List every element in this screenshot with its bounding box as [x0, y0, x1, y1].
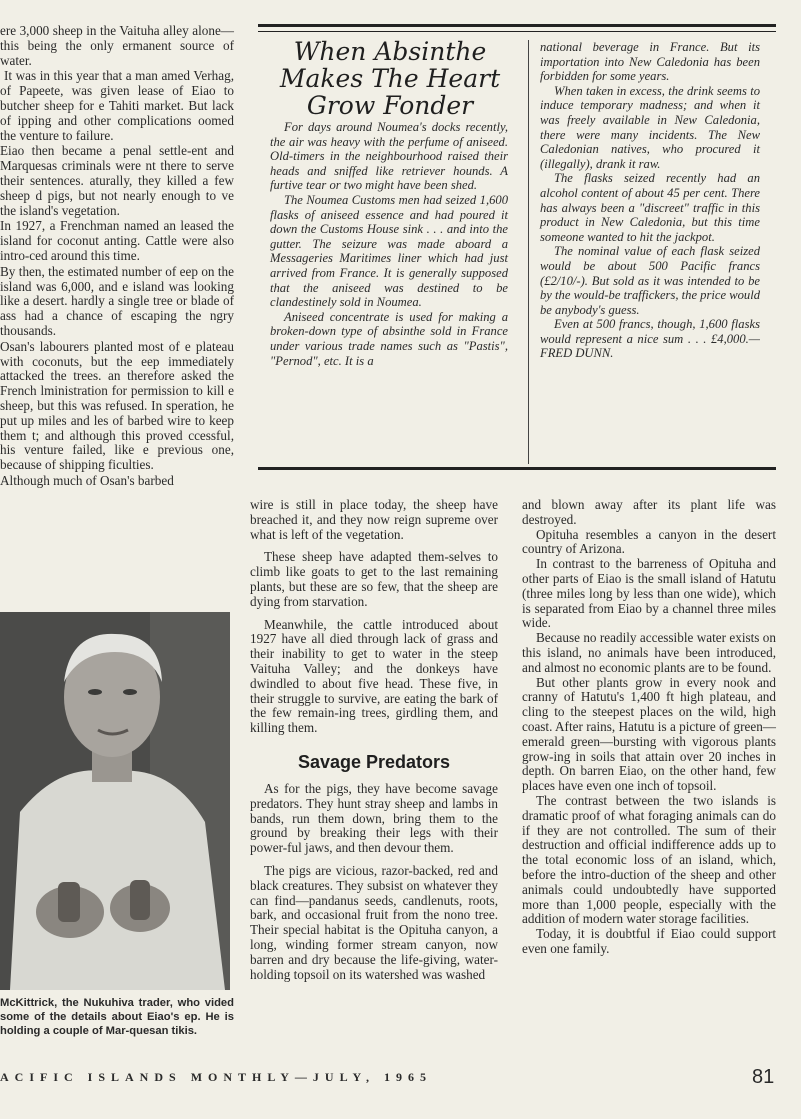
box-column-divider: [528, 40, 529, 464]
middle-paragraph: As for the pigs, they have become savage predators. They hunt stray sheep and lambs in bands, run them down, bring them to the ground by breaking their legs with their power-ful jaws, and then devour them.: [250, 780, 498, 856]
trader-portrait-image: [0, 612, 230, 990]
box-paragraph: Even at 500 francs, though, 1,600 flasks would represent a nice sum . . . £4,000.—FRED DUNN.: [540, 317, 760, 361]
left-paragraph: By then, the estimated number of eep on the island was 6,000, and e island was looking like a desert. hardly a single tree or blade of ass had a chance of escaping the ngry thousands.: [0, 263, 234, 338]
middle-paragraph: The pigs are vicious, razor-backed, red and black creatures. They subsist on whatever they can find—pandanus seeds, candlenuts, roots, bark, and occasional fruit from the nono tree. Their special habitat is the Opituha canyon, a long, winding former stream canyon, now barren and dry because the life-giving, water-holding topsoil on its watershed was washed: [250, 862, 498, 982]
middle-paragraph: Meanwhile, the cattle introduced about 1927 have all died through lack of grass and their inability to get to water in the steep Vaituha Valley; and the donkeys have dwindled to about five head. These five, in their struggle to survive, are eating the bark of the few remain-ing trees, girdling them, and killing them.: [250, 616, 498, 736]
right-paragraph: The contrast between the two islands is dramatic proof of what foraging animals can do if they are not controlled. The sum of their destruction and official indifference adds up to the total economic loss of an island, which, before the intro-duction of the sheep and other animals could undoubtedly have supported more than 1,000 people, especially with the addition of modern water storage facilities.: [522, 792, 776, 927]
page-number: 81: [752, 1066, 775, 1088]
left-paragraph: Although much of Osan's barbed: [0, 472, 174, 488]
box-left-column: [270, 120, 508, 368]
box-paragraph: The flasks seized recently had an alcohol content of about 45 per cent. There has always been a "discreet" traffic in this product in New Caledonia, but this time someone wanted to hit the jackpot.: [540, 171, 760, 244]
right-paragraph: Today, it is doubtful if Eiao could support even one family.: [522, 926, 776, 956]
trader-photo: [0, 612, 230, 990]
left-paragraph: ere 3,000 sheep in the Vaituha alley alone—this being the only ermanent source of water.: [0, 23, 234, 68]
right-paragraph: Opituha resembles a canyon in the desert country of Arizona.: [522, 526, 776, 557]
right-column: [522, 498, 776, 957]
left-paragraph: It was in this year that a man amed Verhag, of Papeete, was given lease of Eiao to butcher sheep for e Tahiti market. But lack of ipping and other complications oomed the venture to failure.: [0, 68, 234, 143]
middle-paragraph: wire is still in place today, the sheep have breached it, and they now reign supreme over what is left of the vegetation.: [250, 497, 498, 542]
section-heading: Savage Predators: [297, 751, 451, 772]
box-top-rule: [258, 24, 776, 27]
box-paragraph: national beverage in France. But its importation into New Caledonia has been forbidden for some years.: [540, 40, 760, 84]
box-paragraph: The Noumea Customs men had seized 1,600 flasks of aniseed essence and had poured it down the Customs House sink . . . and into the gutter. The seizure was made aboard a Messageries Maritimes liner which had just arrived from France. It is generally supposed that the aniseed was destined to be clandestinely sold in Noumea.: [270, 192, 508, 310]
right-paragraph: In contrast to the barreness of Opituha and other parts of Eiao is the small island of Hatutu (three miles long by less than one wide), which is separated from Eiao by a channel three miles wide.: [522, 556, 776, 631]
photo-caption: McKittrick, the Nukuhiva trader, who vided some of the details about Eiao's ep. He is holding a couple of Mar-quesan tikis.: [0, 997, 234, 1037]
box-title: When Absinthe Makes The Heart Grow Fonder: [279, 37, 501, 120]
box-paragraph: For days around Noumea's docks recently, the air was heavy with the perfume of aniseed. Old-timers in the neighbourhood raised their heads and sniffed like retriever hounds. A furtive tear or two might have been shed.: [270, 120, 508, 193]
running-footer: ACIFIC ISLANDS MONTHLY—JULY, 1965: [0, 1070, 433, 1084]
right-paragraph: Because no readily accessible water exists on this island, no animals have been introduced, and almost no economic plants are to be found.: [522, 630, 776, 675]
box-right-column: [540, 40, 760, 361]
box-bottom-rule: [258, 467, 776, 470]
box-paragraph: When taken in excess, the drink seems to induce temporary madness; and when it was freely available in New Caledonia, there were many incidents. The New Caledonian natives, who procured it (illegally), drank it raw.: [540, 83, 760, 171]
middle-paragraph: These sheep have adapted them-selves to climb like goats to get to the last remaining plants, but these are so few, that the sheep are dying from starvation.: [250, 549, 498, 609]
right-paragraph: But other plants grow in every nook and cranny of Hatutu's 1,400 ft high plateau, and cling to the steepest places on the wild, high coast. After rains, Hatutu is a picture of green—emerald green—bursting with vigorous plants grow-ing in soils that attain over 20 inches in depth. On barren Eiao, on the other hand, few places have even one inch of topsoil.: [522, 674, 776, 794]
left-column: [0, 24, 234, 489]
middle-column: [250, 498, 498, 982]
left-paragraph: Eiao then became a penal settle-ent and Marquesas criminals were nt there to serve their sentences. aturally, they killed a few sheep d pigs, but not nearly enough to ve the island's vegetation.: [0, 143, 234, 218]
absinthe-box: [258, 24, 776, 470]
box-paragraph: Aniseed concentrate is used for making a broken-down type of absinthe sold in France under various trade names such as "Pastis", "Pernod", etc. It is a: [270, 309, 508, 368]
left-paragraph: In 1927, a Frenchman named an leased the island for coconut anting. Cattle were also intro-ced around this time.: [0, 218, 234, 263]
left-paragraph: Osan's labourers planted most of e plateau with coconuts, but the eep immediately attacked the trees. an therefore asked the French lministration for permission to kill e sheep, but this was refused. In speration, he put up miles and les of barbed wire to keep them t; and although this proved ccessful, his venture failed, like e previous one, because of shipping ficulties.: [0, 338, 234, 473]
box-top-rule-thin: [258, 31, 776, 32]
right-paragraph: and blown away after its plant life was destroyed.: [522, 497, 776, 527]
box-paragraph: The nominal value of each flask seized would be about 500 Pacific francs (£2/10/-). But sold as it was intended to be by the would-be traffickers, the price would be anybody's guess.: [540, 244, 760, 317]
